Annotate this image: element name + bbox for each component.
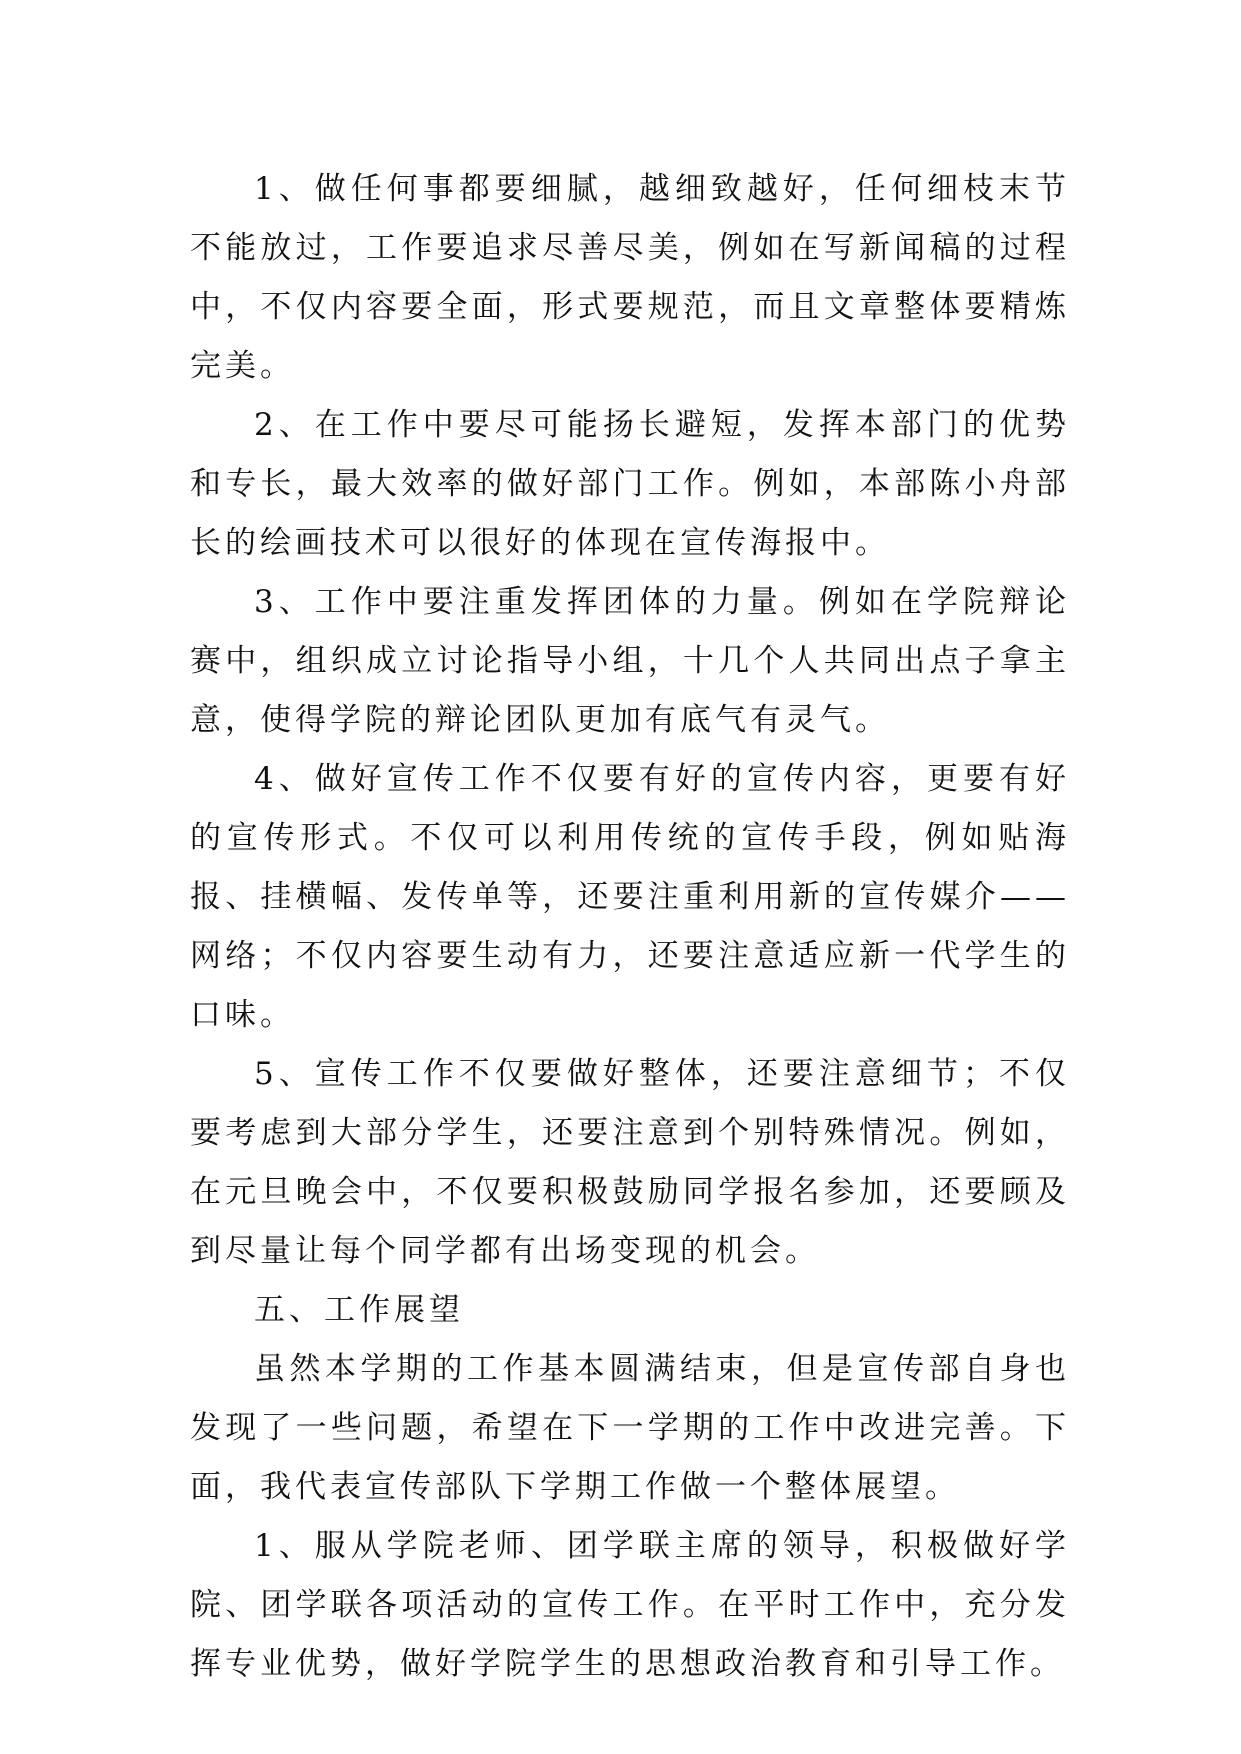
paragraph-tip-5: 5、宣传工作不仅要做好整体，还要注意细节；不仅要考虑到大部分学生，还要注意到个别特殊情况。例如，在元旦晚会中，不仅要积极鼓励同学报名参加，还要顾及到尽量让每个同学都有出场变现的机会。	[190, 1056, 1070, 1269]
paragraph-outlook-1: 1、服从学院老师、团学联主席的领导，积极做好学院、团学联各项活动的宣传工作。在平时工作中，充分发挥专业优势，做好学院学生的思想政治教育和引导工作。	[190, 1528, 1070, 1682]
section-heading-outlook: 五、工作展望	[254, 1292, 464, 1328]
paragraph-tip-1: 1、做任何事都要细腻，越细致越好，任何细枝末节不能放过，工作要追求尽善尽美，例如在写新闻稿的过程中，不仅内容要全面，形式要规范，而且文章整体要精炼完美。	[190, 171, 1070, 384]
paragraph-tip-3: 3、工作中要注重发挥团体的力量。例如在学院辩论赛中，组织成立讨论指导小组，十几个人共同出点子拿主意，使得学院的辩论团队更加有底气有灵气。	[190, 584, 1070, 738]
document-body	[190, 160, 1070, 1694]
paragraph-tip-4: 4、做好宣传工作不仅要有好的宣传内容，更要有好的宣传形式。不仅可以利用传统的宣传手段，例如贴海报、挂横幅、发传单等，还要注重利用新的宣传媒介——网络；不仅内容要生动有力，还要注意适应新一代学生的口味。	[190, 761, 1070, 1033]
paragraph-tip-2: 2、在工作中要尽可能扬长避短，发挥本部门的优势和专长，最大效率的做好部门工作。例如，本部陈小舟部长的绘画技术可以很好的体现在宣传海报中。	[190, 407, 1070, 561]
paragraph-outlook-intro: 虽然本学期的工作基本圆满结束，但是宣传部自身也发现了一些问题，希望在下一学期的工作中改进完善。下面，我代表宣传部队下学期工作做一个整体展望。	[190, 1351, 1070, 1505]
